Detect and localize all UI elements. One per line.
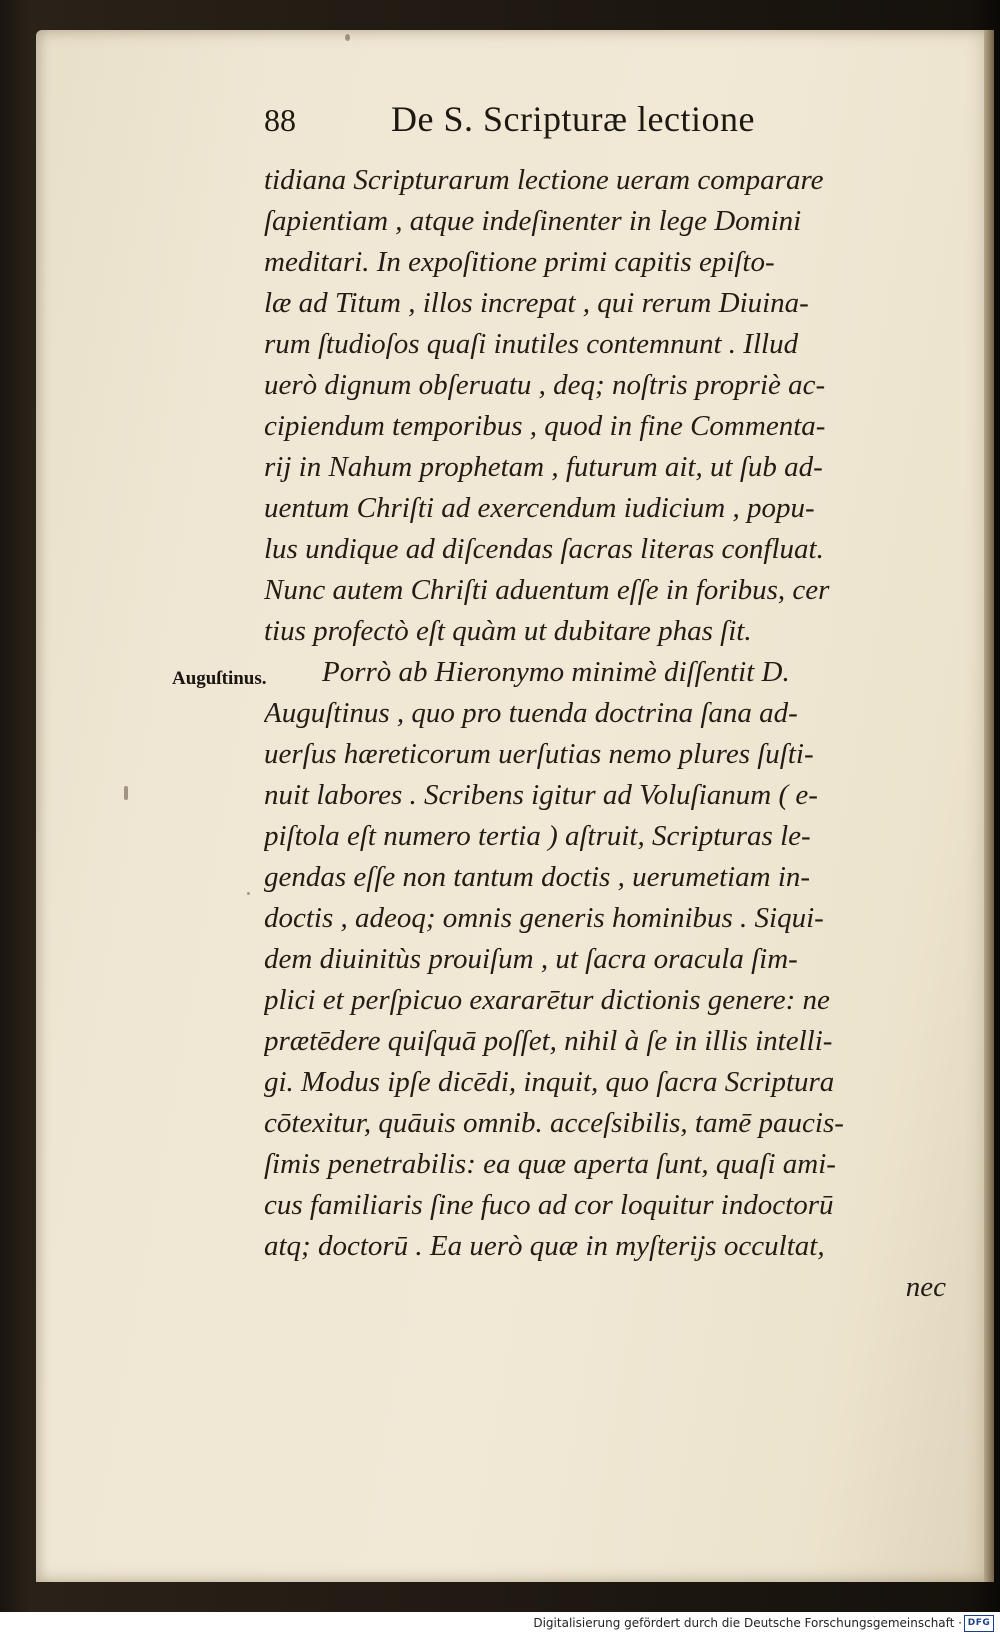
body-text [264,160,964,1308]
text-line: cus familiaris ſine fuco ad cor loquitur indoctorū [264,1189,834,1221]
text-line: cipiendum temporibus , quod in fine Commenta- [264,410,826,442]
text-line: atq; doctorū . Ea uerò quæ in myſterijs occultat, [264,1230,825,1262]
ink-speck [124,786,128,800]
funding-credit: Digitalisierung gefördert durch die Deutsche Forschungsgemeinschaft · [533,1616,962,1630]
dfg-logo-icon: DFG [964,1615,994,1632]
text-line: uerſus hæreticorum uerſutias nemo plures ſuſti- [264,738,814,770]
page-number: 88 [264,102,296,138]
marginal-note: Auguſtinus. [172,668,267,689]
running-title: De S. Scripturæ lectione [391,99,755,139]
text-line: ſimis penetrabilis: ea quæ aperta ſunt, quaſi ami- [264,1148,836,1180]
text-line: piſtola eſt numero tertia ) aſtruit, Scripturas le- [264,820,811,852]
text-line: meditari. In expoſitione primi capitis epiſto- [264,246,775,278]
ink-speck [247,892,250,895]
text-line: prætēdere quiſquā poſſet, nihil à ſe in illis intelli- [264,1025,833,1057]
text-line: rij in Nahum prophetam , futurum ait, ut ſub ad- [264,451,823,483]
text-line: dem diuinitùs prouiſum , ut ſacra oracula ſim- [264,943,798,975]
text-line: læ ad Titum , illos increpat , qui rerum Diuina- [264,287,809,319]
text-line: ſapientiam , atque indeſinenter in lege Domini [264,205,802,237]
text-line: lus undique ad diſcendas ſacras literas confluat. [264,533,824,565]
ink-speck [345,34,350,41]
text-line: nuit labores . Scribens igitur ad Voluſianum ( e- [264,779,818,811]
catchword: nec [905,1271,946,1303]
footer-bar [0,1612,1000,1636]
text-line: plici et perſpicuo exararētur dictionis genere: ne [264,984,830,1016]
text-line: uentum Chriſti ad exercendum iudicium , popu- [264,492,815,524]
text-line: Nunc autem Chriſti aduentum eſſe in foribus, cer [264,574,830,606]
text-line: rum ſtudioſos quaſi inutiles contemnunt . Illud [264,328,799,360]
text-line-paragraph-start: Porrò ab Hieronymo minimè diſſentit D. [322,656,790,688]
page-header [264,98,755,140]
text-line: uerò dignum obſeruatu , deq; noſtris propriè ac- [264,369,826,401]
text-line: gendas eſſe non tantum doctis , uerumetiam in- [264,861,811,893]
text-line: tius profectò eſt quàm ut dubitare phas ſit. [264,615,752,647]
text-line: cōtexitur, quāuis omnib. acceſsibilis, tamē paucis- [264,1107,844,1139]
text-line: tidiana Scripturarum lectione ueram comparare [264,164,824,196]
text-line: gi. Modus ipſe dicēdi, inquit, quo ſacra Scriptura [264,1066,835,1098]
page-edge [984,30,994,1582]
text-line: doctis , adeoq; omnis generis hominibus . Siqui- [264,902,824,934]
text-line: Auguſtinus , quo pro tuenda doctrina ſana ad- [264,697,798,729]
